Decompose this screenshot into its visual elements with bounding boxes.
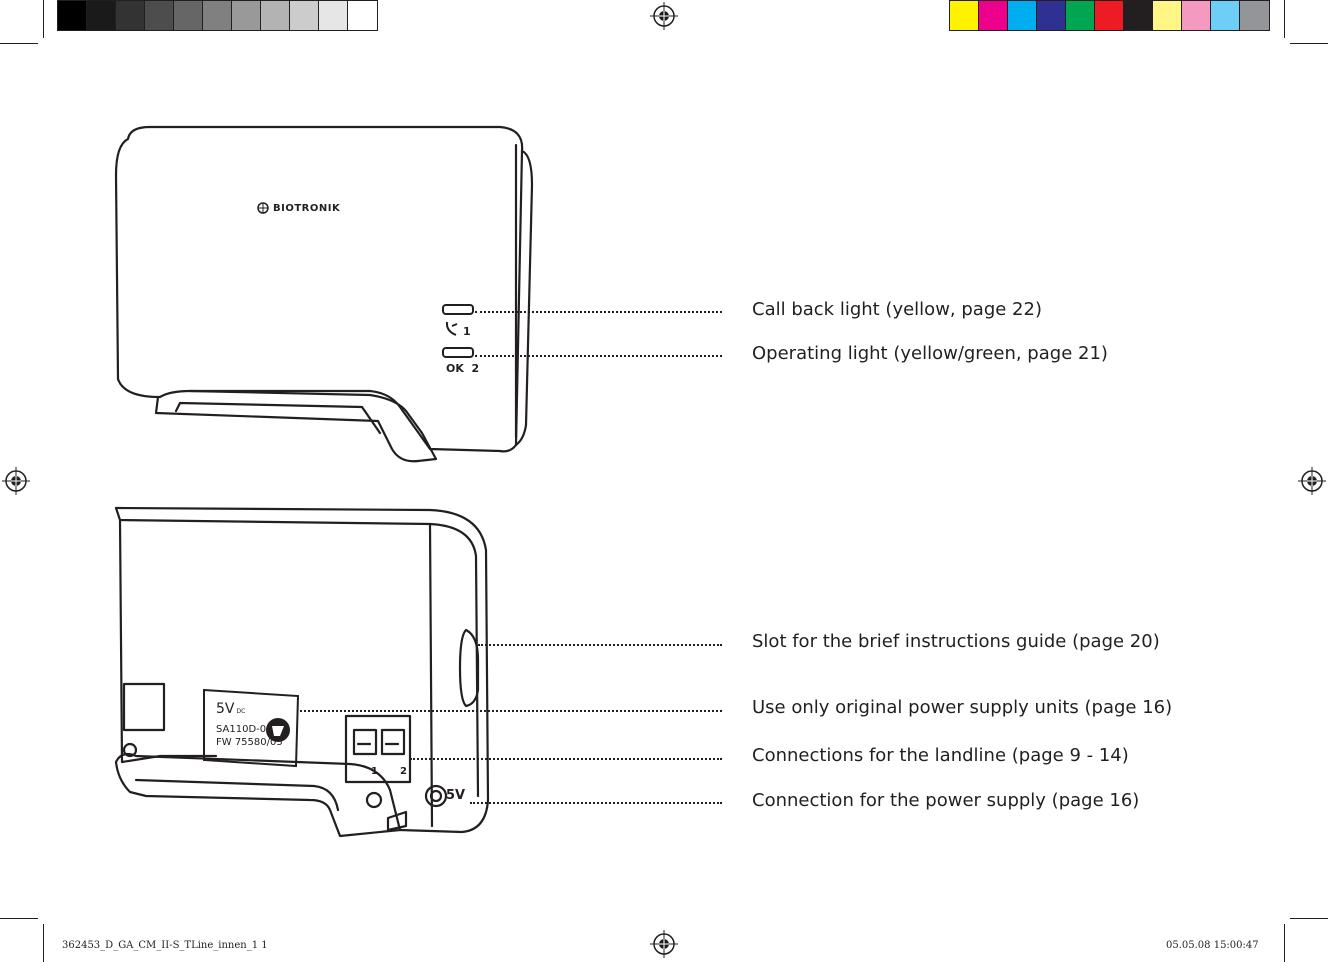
slug-timestamp: 05.05.08 15:00:47 (1166, 940, 1259, 951)
leader-callback (475, 311, 722, 313)
crop-mark-top-right-v (1284, 0, 1285, 38)
port2-label: 2 (400, 766, 407, 777)
crop-mark-bottom-left-v (43, 924, 44, 962)
gray-swatch-5 (174, 1, 203, 30)
crop-mark-bottom-right-v (1284, 924, 1285, 962)
gray-swatch-strip (57, 0, 378, 31)
callout-power-connection: Connection for the power supply (page 16) (752, 790, 1140, 811)
device-front-illustration (100, 115, 540, 475)
power-port-label: 5V (446, 788, 466, 803)
leader-landline (410, 758, 722, 760)
brand-name: BIOTRONIK (273, 202, 341, 214)
leader-power-supply (470, 802, 722, 804)
gray-swatch-6 (203, 1, 232, 30)
sticker-voltage: 5V DC (216, 701, 246, 717)
gray-swatch-11 (348, 1, 377, 30)
callout-instructions-slot: Slot for the brief instructions guide (page 20) (752, 631, 1160, 652)
color-swatch-7 (1124, 1, 1153, 30)
crop-mark-bottom-left-h (0, 918, 38, 919)
color-swatch-8 (1153, 1, 1182, 30)
gray-swatch-3 (116, 1, 145, 30)
sticker-model: SA110D-05 (216, 724, 273, 735)
phone-icon (447, 322, 457, 335)
sticker-voltage-unit: DC (236, 708, 246, 715)
crop-mark-top-left-v (43, 0, 44, 38)
gray-swatch-9 (290, 1, 319, 30)
operating-led (443, 348, 473, 357)
leader-operating (475, 355, 722, 357)
registration-mark-top-icon (650, 2, 678, 30)
callback-led (443, 305, 473, 314)
led2-label: OK 2 (446, 362, 480, 375)
slug-filename: 362453_D_GA_CM_II-S_TLine_innen_1 1 (62, 940, 268, 951)
gray-swatch-4 (145, 1, 174, 30)
color-swatch-11 (1240, 1, 1269, 30)
color-swatch-10 (1211, 1, 1240, 30)
gray-swatch-10 (319, 1, 348, 30)
crop-mark-bottom-right-h (1290, 918, 1328, 919)
leader-power-units (300, 710, 722, 712)
callout-landline-connections: Connections for the landline (page 9 - 14) (752, 745, 1129, 766)
color-swatch-1 (950, 1, 979, 30)
led1-number: 1 (463, 325, 471, 338)
gray-swatch-7 (232, 1, 261, 30)
color-swatch-9 (1182, 1, 1211, 30)
device-back-illustration (100, 500, 500, 845)
sticker-fw: FW 75580/05 (216, 737, 283, 748)
globe-icon (257, 202, 269, 214)
brand-logo (257, 202, 340, 214)
color-swatch-strip (949, 0, 1270, 31)
color-swatch-4 (1037, 1, 1066, 30)
leader-slot (478, 644, 722, 646)
color-swatch-3 (1008, 1, 1037, 30)
registration-mark-bottom-icon (650, 930, 678, 958)
gray-swatch-1 (58, 1, 87, 30)
color-swatch-2 (979, 1, 1008, 30)
callout-original-power-units: Use only original power supply units (page 16) (752, 697, 1173, 718)
gray-swatch-2 (87, 1, 116, 30)
callout-callback-light: Call back light (yellow, page 22) (752, 299, 1042, 320)
callout-operating-light: Operating light (yellow/green, page 21) (752, 343, 1108, 364)
registration-mark-left-icon (2, 467, 30, 495)
crop-mark-top-left-h (0, 43, 38, 44)
color-swatch-5 (1066, 1, 1095, 30)
color-swatch-6 (1095, 1, 1124, 30)
port1-label: 1 (371, 766, 378, 777)
registration-mark-right-icon (1298, 467, 1326, 495)
gray-swatch-8 (261, 1, 290, 30)
crop-mark-top-right-h (1290, 43, 1328, 44)
